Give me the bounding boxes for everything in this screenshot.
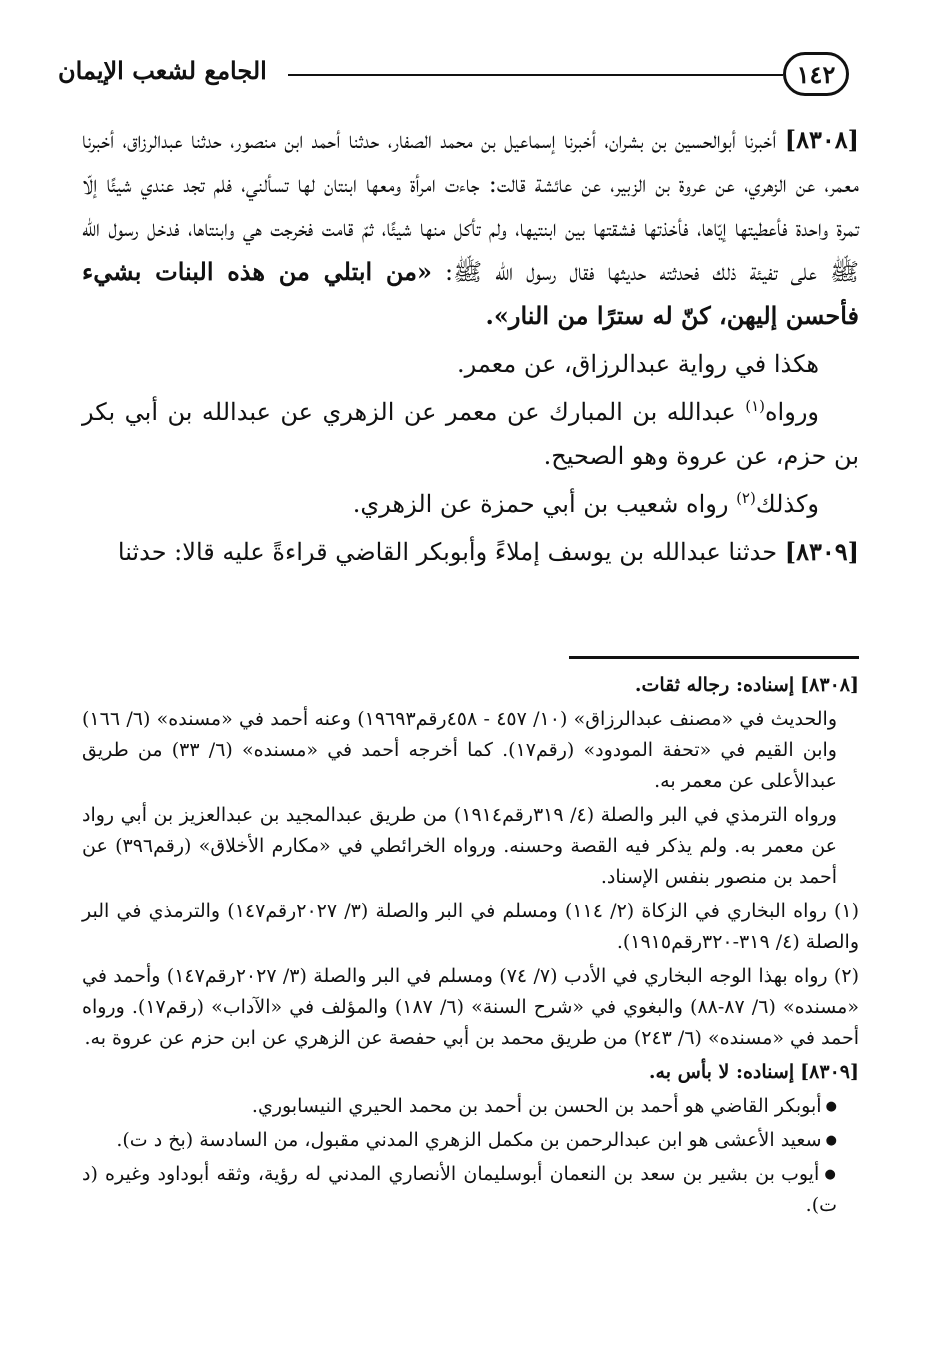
footnote-1: (١) رواه البخاري في الزكاة (٢/ ١١٤) ومسلم في البر والصلة (٣/ ٢٠٢٧رقم١٤٧) والترمذي في البر والصلة (٤/ ٣١٩-٣٢٠رقم١٩١٥). xyxy=(82,900,859,953)
paragraph-text: ورواه xyxy=(764,398,819,426)
footnote-2: (٢) رواه بهذا الوجه البخاري في الأدب (٧/ ٧٤) ومسلم في البر والصلة (٣/ ٢٠٢٧رقم١٤٧) وأحمد في «مسنده» (٦/ ٨٧-٨٨) والبغوي في «شرح السنة» (٦/ ١٨٧) والمؤلف في «الآداب» (رقم١٧). ورواه أحمد في «مسنده» (٦/ ٢٤٣) من طريق محمد بن أبي حفصة عن الزهري عن ابن حزم عن عروة به. xyxy=(82,965,859,1049)
hadith-8309 xyxy=(82,530,859,574)
page-number: ١٤٢ xyxy=(783,52,849,96)
note-number: [٨٣٠٨] xyxy=(800,674,859,696)
note-number: [٨٣٠٩] xyxy=(800,1061,859,1083)
book-title: الجامع لشعب الإيمان xyxy=(58,56,267,85)
hadith-number: [٨٣٠٨] xyxy=(784,125,859,154)
note-8308-heading xyxy=(82,670,859,701)
footnote-ref-1: (١) xyxy=(745,397,765,415)
bullet-item: ● سعيد الأعشى هو ابن عبدالرحمن بن مكمل الزهري المدني مقبول، من السادسة (بخ د ت). xyxy=(82,1125,859,1156)
footnotes xyxy=(82,670,859,1224)
hadith-text: حدثنا عبدالله بن يوسف إملاءً وأبوبكر القاضي قراءةً عليه قالا: حدثنا xyxy=(117,538,778,566)
bullet-item: ● أبوبكر القاضي هو أحمد بن الحسن بن أحمد بن محمد الحيري النيسابوري. xyxy=(82,1091,859,1122)
footnote-separator xyxy=(569,656,859,659)
paragraph-riwaya: هكذا في رواية عبدالرزاق، عن معمر. xyxy=(457,350,819,378)
paragraph-text: وكذلك xyxy=(755,490,819,518)
main-text xyxy=(82,118,859,574)
hadith-8308 xyxy=(82,118,859,338)
footnote-ref-2: (٢) xyxy=(736,489,756,507)
note-heading: إسناده: لا بأس به. xyxy=(648,1061,795,1083)
note-8308-p2: ورواه الترمذي في البر والصلة (٤/ ٣١٩رقم١٩١٤) من طريق عبدالمجيد بن عبدالعزيز بن أبي رواد عن معمر به. ولم يذكر فيه القصة وحسنه. ورواه الخرائطي في «مكارم الأخلاق» (رقم٣٩٦) عن أحمد بن منصور بنفس الإسناد. xyxy=(82,804,837,888)
hadith-text: أخبرنا أبوالحسين بن بشران، أخبرنا إسماعيل بن محمد الصفار، حدثنا أحمد ابن منصور، حدثنا عبدالرزاق، أخبرنا معمر، عن الزهري، عن عروة بن الزبير، عن عائشة قالت: جاءت امرأة ومعها ابنتان لها تسألني، فلم تجد عندي شيئًا إلّا تمرة واحدة فأعطيتها إيّاها، فأخذتها فشقتها بين ابنتيها، ولم تأكل منها شيئًا، ثمّ قامت فخرجت هي وابنتاها، فدخل رسول الله ﷺ على تفيئة ذلك فحدثته حديثها فقال رسول الله ﷺ: xyxy=(82,126,859,286)
paragraph-rawahu xyxy=(82,390,859,478)
bullet-item: ● أيوب بن بشير بن سعد بن النعمان أبوسليمان الأنصاري المدني له رؤية، وثقه أبوداود وغيره (د ت). xyxy=(82,1159,859,1221)
paragraph-kadhalik xyxy=(82,482,859,526)
header-rule xyxy=(288,74,783,76)
hadith-quote: «من ابتلي من هذه البنات بشيء فأحسن إليهن، كنّ له سترًا من النار». xyxy=(82,257,859,330)
hadith-number: [٨٣٠٩] xyxy=(784,537,859,566)
note-8308-p1: والحديث في «مصنف عبدالرزاق» (١٠/ ٤٥٧ - ٤٥٨رقم١٩٦٩٣) وعنه أحمد في «مسنده» (٦/ ١٦٦) وابن القيم في «تحفة المودود» (رقم١٧). كما أخرجه أحمد في «مسنده» (٦/ ٣٣) من طريق عبدالأعلى عن معمر به. xyxy=(82,708,837,792)
note-heading: إسناده: رجاله ثقات. xyxy=(634,674,795,696)
page-header xyxy=(58,52,883,102)
paragraph-text: عبدالله بن المبارك عن معمر عن الزهري عن عبدالله بن أبي بكر بن حزم، عن عروة وهو الصحيح. xyxy=(82,398,859,470)
paragraph-text: رواه شعيب بن أبي حمزة عن الزهري. xyxy=(352,490,729,518)
note-8309-heading xyxy=(82,1057,859,1088)
